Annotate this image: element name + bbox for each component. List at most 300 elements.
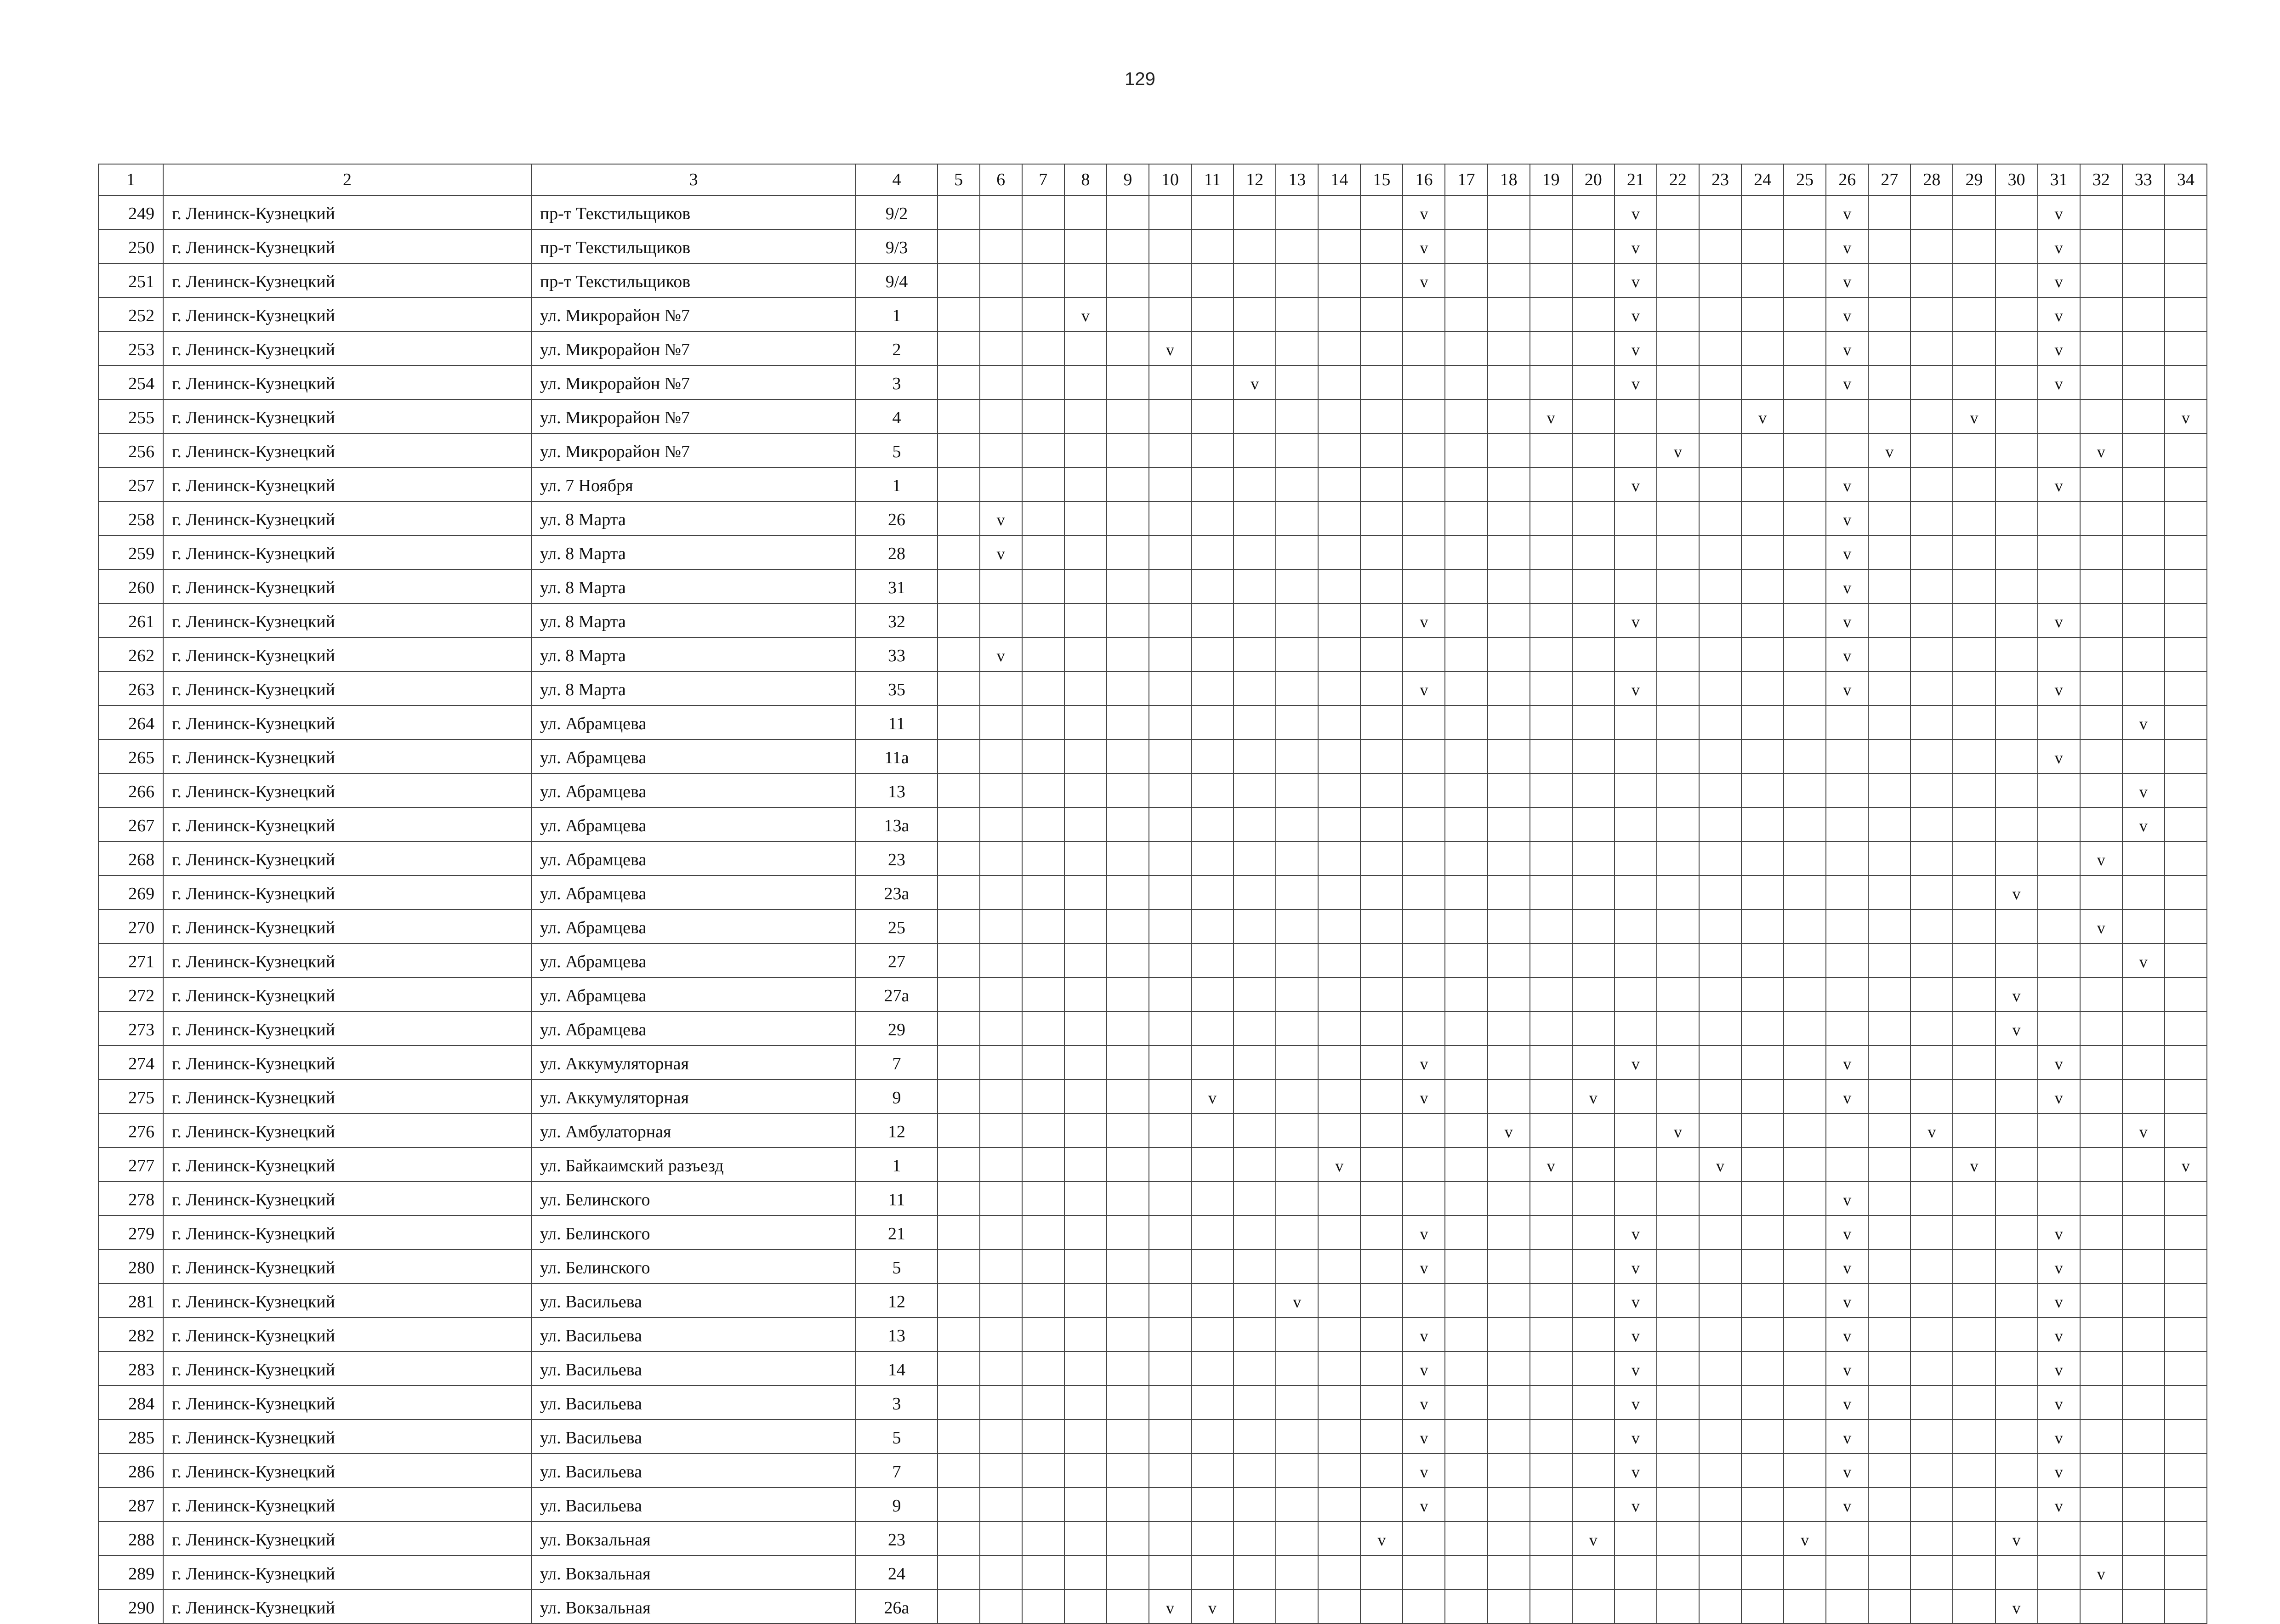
- check-mark: v: [2038, 739, 2080, 773]
- empty-cell: [1530, 1522, 1572, 1556]
- empty-cell: [980, 1522, 1022, 1556]
- empty-cell: [1488, 1590, 1530, 1624]
- empty-cell: [1149, 1283, 1191, 1317]
- empty-cell: [2122, 875, 2165, 909]
- table-row: [98, 535, 2207, 569]
- empty-cell: [1403, 1522, 1445, 1556]
- empty-cell: [1615, 399, 1657, 433]
- empty-cell: [1572, 229, 1615, 263]
- check-mark: v: [2165, 399, 2207, 433]
- empty-cell: [1996, 637, 2038, 671]
- empty-cell: [1530, 195, 1572, 229]
- empty-cell: [1741, 909, 1784, 943]
- empty-cell: [1403, 1113, 1445, 1147]
- table-row: [98, 1113, 2207, 1147]
- empty-cell: [1826, 977, 1868, 1011]
- house-number-cell: 25: [856, 909, 937, 943]
- empty-cell: [1276, 297, 1318, 331]
- check-mark: v: [1488, 1113, 1530, 1147]
- empty-cell: [1107, 1351, 1149, 1386]
- street-cell: ул. 8 Марта: [531, 569, 856, 603]
- column-header: 29: [1953, 164, 1995, 195]
- empty-cell: [1784, 331, 1826, 365]
- street-cell: ул. Абрамцева: [531, 705, 856, 739]
- empty-cell: [1699, 399, 1741, 433]
- empty-cell: [1149, 1522, 1191, 1556]
- empty-cell: [1572, 739, 1615, 773]
- empty-cell: [1868, 1351, 1910, 1386]
- empty-cell: [1741, 637, 1784, 671]
- empty-cell: [1064, 1386, 1107, 1420]
- empty-cell: [980, 1147, 1022, 1181]
- city-cell: г. Ленинск-Кузнецкий: [163, 1488, 531, 1522]
- empty-cell: [938, 1522, 980, 1556]
- table-row: [98, 1488, 2207, 1522]
- empty-cell: [938, 739, 980, 773]
- empty-cell: [1699, 365, 1741, 399]
- row-number: 260: [98, 569, 163, 603]
- empty-cell: [1657, 297, 1699, 331]
- empty-cell: [1191, 433, 1234, 467]
- empty-cell: [2122, 909, 2165, 943]
- empty-cell: [1360, 705, 1403, 739]
- empty-cell: [1953, 229, 1995, 263]
- column-header: 19: [1530, 164, 1572, 195]
- empty-cell: [1868, 1249, 1910, 1283]
- empty-cell: [2122, 739, 2165, 773]
- empty-cell: [1107, 1488, 1149, 1522]
- empty-cell: [1107, 773, 1149, 807]
- column-header: 14: [1318, 164, 1360, 195]
- street-cell: ул. Васильева: [531, 1317, 856, 1351]
- city-cell: г. Ленинск-Кузнецкий: [163, 739, 531, 773]
- empty-cell: [1488, 399, 1530, 433]
- empty-cell: [1276, 1011, 1318, 1045]
- empty-cell: [1530, 909, 1572, 943]
- empty-cell: [938, 943, 980, 977]
- empty-cell: [1488, 841, 1530, 875]
- empty-cell: [980, 433, 1022, 467]
- empty-cell: [1953, 603, 1995, 637]
- empty-cell: [2080, 1420, 2122, 1454]
- empty-cell: [1022, 331, 1064, 365]
- empty-cell: [1699, 1181, 1741, 1215]
- check-mark: v: [2122, 705, 2165, 739]
- empty-cell: [938, 399, 980, 433]
- empty-cell: [2080, 1079, 2122, 1113]
- row-number: 251: [98, 263, 163, 297]
- empty-cell: [1953, 875, 1995, 909]
- empty-cell: [1572, 1488, 1615, 1522]
- empty-cell: [1826, 807, 1868, 841]
- empty-cell: [1107, 841, 1149, 875]
- empty-cell: [1572, 1147, 1615, 1181]
- empty-cell: [1868, 399, 1910, 433]
- empty-cell: [938, 773, 980, 807]
- empty-cell: [1910, 1420, 1953, 1454]
- empty-cell: [1107, 399, 1149, 433]
- street-cell: ул. Абрамцева: [531, 909, 856, 943]
- empty-cell: [1191, 263, 1234, 297]
- street-cell: ул. Белинского: [531, 1181, 856, 1215]
- empty-cell: [2122, 637, 2165, 671]
- empty-cell: [1741, 467, 1784, 501]
- empty-cell: [2080, 331, 2122, 365]
- empty-cell: [1022, 1113, 1064, 1147]
- empty-cell: [1445, 297, 1487, 331]
- empty-cell: [2165, 331, 2207, 365]
- empty-cell: [1530, 569, 1572, 603]
- empty-cell: [1064, 705, 1107, 739]
- check-mark: v: [1826, 1420, 1868, 1454]
- empty-cell: [2080, 1454, 2122, 1488]
- empty-cell: [1657, 977, 1699, 1011]
- empty-cell: [980, 399, 1022, 433]
- empty-cell: [1318, 1386, 1360, 1420]
- empty-cell: [1741, 705, 1784, 739]
- street-cell: ул. Абрамцева: [531, 807, 856, 841]
- empty-cell: [1064, 1522, 1107, 1556]
- empty-cell: [1868, 1011, 1910, 1045]
- empty-cell: [1530, 1454, 1572, 1488]
- empty-cell: [1572, 705, 1615, 739]
- house-number-cell: 11: [856, 1181, 937, 1215]
- row-number: 263: [98, 671, 163, 705]
- row-number: 281: [98, 1283, 163, 1317]
- empty-cell: [2165, 501, 2207, 535]
- empty-cell: [1530, 773, 1572, 807]
- row-number: 250: [98, 229, 163, 263]
- empty-cell: [1360, 399, 1403, 433]
- table-row: [98, 807, 2207, 841]
- empty-cell: [1741, 807, 1784, 841]
- empty-cell: [1996, 1386, 2038, 1420]
- empty-cell: [1488, 1079, 1530, 1113]
- empty-cell: [2080, 297, 2122, 331]
- empty-cell: [1826, 909, 1868, 943]
- empty-cell: [1910, 1181, 1953, 1215]
- empty-cell: [1360, 1181, 1403, 1215]
- empty-cell: [1360, 773, 1403, 807]
- check-mark: v: [1826, 1181, 1868, 1215]
- empty-cell: [1572, 841, 1615, 875]
- empty-cell: [1996, 603, 2038, 637]
- empty-cell: [1741, 603, 1784, 637]
- empty-cell: [1445, 1386, 1487, 1420]
- empty-cell: [2080, 1351, 2122, 1386]
- check-mark: v: [1318, 1147, 1360, 1181]
- empty-cell: [1699, 909, 1741, 943]
- empty-cell: [1022, 1045, 1064, 1079]
- empty-cell: [1784, 399, 1826, 433]
- column-header: 9: [1107, 164, 1149, 195]
- empty-cell: [1234, 943, 1276, 977]
- empty-cell: [1234, 1317, 1276, 1351]
- empty-cell: [1107, 1045, 1149, 1079]
- empty-cell: [1403, 399, 1445, 433]
- empty-cell: [1910, 433, 1953, 467]
- empty-cell: [1699, 433, 1741, 467]
- empty-cell: [2080, 229, 2122, 263]
- empty-cell: [1360, 569, 1403, 603]
- table-row: [98, 739, 2207, 773]
- empty-cell: [1107, 1386, 1149, 1420]
- empty-cell: [1149, 637, 1191, 671]
- city-cell: г. Ленинск-Кузнецкий: [163, 1351, 531, 1386]
- empty-cell: [1318, 535, 1360, 569]
- empty-cell: [1784, 807, 1826, 841]
- empty-cell: [1572, 569, 1615, 603]
- empty-cell: [1064, 807, 1107, 841]
- empty-cell: [2165, 705, 2207, 739]
- empty-cell: [2165, 297, 2207, 331]
- table-row: [98, 467, 2207, 501]
- empty-cell: [1953, 1522, 1995, 1556]
- empty-cell: [1530, 263, 1572, 297]
- check-mark: v: [1064, 297, 1107, 331]
- empty-cell: [1530, 841, 1572, 875]
- empty-cell: [980, 773, 1022, 807]
- empty-cell: [1149, 263, 1191, 297]
- empty-cell: [1445, 637, 1487, 671]
- check-mark: v: [1826, 569, 1868, 603]
- empty-cell: [2122, 1147, 2165, 1181]
- city-cell: г. Ленинск-Кузнецкий: [163, 1420, 531, 1454]
- check-mark: v: [1234, 365, 1276, 399]
- empty-cell: [1191, 467, 1234, 501]
- street-cell: ул. Амбулаторная: [531, 1113, 856, 1147]
- street-cell: ул. Вокзальная: [531, 1522, 856, 1556]
- empty-cell: [1741, 875, 1784, 909]
- column-header: 31: [2038, 164, 2080, 195]
- empty-cell: [2080, 977, 2122, 1011]
- empty-cell: [1868, 637, 1910, 671]
- empty-cell: [1826, 841, 1868, 875]
- empty-cell: [2038, 433, 2080, 467]
- empty-cell: [1403, 1556, 1445, 1590]
- check-mark: v: [2038, 603, 2080, 637]
- check-mark: v: [1953, 399, 1995, 433]
- empty-cell: [1318, 603, 1360, 637]
- empty-cell: [1064, 1249, 1107, 1283]
- empty-cell: [1953, 297, 1995, 331]
- table-row: [98, 943, 2207, 977]
- empty-cell: [1064, 909, 1107, 943]
- empty-cell: [1234, 433, 1276, 467]
- empty-cell: [1022, 1147, 1064, 1181]
- check-mark: v: [1615, 1386, 1657, 1420]
- empty-cell: [1657, 807, 1699, 841]
- street-cell: ул. Абрамцева: [531, 875, 856, 909]
- column-header: 20: [1572, 164, 1615, 195]
- empty-cell: [1234, 841, 1276, 875]
- empty-cell: [1318, 195, 1360, 229]
- empty-cell: [1910, 603, 1953, 637]
- empty-cell: [1910, 977, 1953, 1011]
- empty-cell: [938, 501, 980, 535]
- empty-cell: [1191, 739, 1234, 773]
- city-cell: г. Ленинск-Кузнецкий: [163, 1249, 531, 1283]
- empty-cell: [1953, 1454, 1995, 1488]
- empty-cell: [1107, 297, 1149, 331]
- empty-cell: [1953, 195, 1995, 229]
- empty-cell: [1445, 1351, 1487, 1386]
- empty-cell: [1996, 229, 2038, 263]
- empty-cell: [2122, 1522, 2165, 1556]
- empty-cell: [1107, 603, 1149, 637]
- empty-cell: [1022, 1283, 1064, 1317]
- empty-cell: [1064, 1488, 1107, 1522]
- row-number: 252: [98, 297, 163, 331]
- empty-cell: [1445, 1522, 1487, 1556]
- empty-cell: [1276, 1045, 1318, 1079]
- empty-cell: [1657, 1386, 1699, 1420]
- empty-cell: [1445, 1249, 1487, 1283]
- city-cell: г. Ленинск-Кузнецкий: [163, 535, 531, 569]
- empty-cell: [1191, 603, 1234, 637]
- empty-cell: [2038, 773, 2080, 807]
- empty-cell: [1234, 399, 1276, 433]
- empty-cell: [938, 637, 980, 671]
- empty-cell: [1191, 1488, 1234, 1522]
- empty-cell: [1234, 1454, 1276, 1488]
- empty-cell: [1699, 875, 1741, 909]
- row-number: 287: [98, 1488, 163, 1522]
- empty-cell: [1784, 1249, 1826, 1283]
- empty-cell: [1022, 365, 1064, 399]
- row-number: 266: [98, 773, 163, 807]
- empty-cell: [2165, 433, 2207, 467]
- empty-cell: [1826, 1011, 1868, 1045]
- empty-cell: [1022, 195, 1064, 229]
- empty-cell: [2122, 1556, 2165, 1590]
- street-cell: ул. Белинского: [531, 1215, 856, 1249]
- empty-cell: [1064, 1454, 1107, 1488]
- empty-cell: [1488, 671, 1530, 705]
- street-cell: ул. 8 Марта: [531, 671, 856, 705]
- empty-cell: [1403, 705, 1445, 739]
- empty-cell: [1868, 705, 1910, 739]
- empty-cell: [1445, 1420, 1487, 1454]
- empty-cell: [1741, 1283, 1784, 1317]
- empty-cell: [1445, 841, 1487, 875]
- table-row: [98, 399, 2207, 433]
- empty-cell: [1022, 1181, 1064, 1215]
- empty-cell: [2165, 1420, 2207, 1454]
- table-row: [98, 229, 2207, 263]
- empty-cell: [1615, 637, 1657, 671]
- empty-cell: [1784, 1386, 1826, 1420]
- empty-cell: [1191, 807, 1234, 841]
- empty-cell: [1234, 1215, 1276, 1249]
- empty-cell: [1910, 263, 1953, 297]
- empty-cell: [1996, 1079, 2038, 1113]
- empty-cell: [938, 1386, 980, 1420]
- empty-cell: [1488, 1181, 1530, 1215]
- empty-cell: [980, 977, 1022, 1011]
- empty-cell: [1910, 875, 1953, 909]
- empty-cell: [1868, 297, 1910, 331]
- house-number-cell: 11: [856, 705, 937, 739]
- check-mark: v: [1615, 263, 1657, 297]
- empty-cell: [1657, 603, 1699, 637]
- empty-cell: [1699, 943, 1741, 977]
- empty-cell: [1868, 569, 1910, 603]
- empty-cell: [1318, 1079, 1360, 1113]
- table-header-row: [98, 164, 2207, 195]
- empty-cell: [2038, 1113, 2080, 1147]
- empty-cell: [1996, 1488, 2038, 1522]
- empty-cell: [938, 1079, 980, 1113]
- empty-cell: [1699, 535, 1741, 569]
- empty-cell: [1868, 739, 1910, 773]
- empty-cell: [2038, 1556, 2080, 1590]
- empty-cell: [1107, 1249, 1149, 1283]
- empty-cell: [1699, 705, 1741, 739]
- empty-cell: [1445, 1011, 1487, 1045]
- check-mark: v: [1826, 467, 1868, 501]
- empty-cell: [1360, 807, 1403, 841]
- empty-cell: [1953, 637, 1995, 671]
- empty-cell: [1741, 297, 1784, 331]
- empty-cell: [1784, 1011, 1826, 1045]
- empty-cell: [1615, 1181, 1657, 1215]
- row-number: 286: [98, 1454, 163, 1488]
- city-cell: г. Ленинск-Кузнецкий: [163, 1181, 531, 1215]
- empty-cell: [1445, 569, 1487, 603]
- empty-cell: [1953, 1045, 1995, 1079]
- empty-cell: [2165, 943, 2207, 977]
- table-row: [98, 1351, 2207, 1386]
- empty-cell: [1234, 467, 1276, 501]
- empty-cell: [1445, 433, 1487, 467]
- empty-cell: [938, 229, 980, 263]
- empty-cell: [1868, 1079, 1910, 1113]
- street-cell: пр-т Текстильщиков: [531, 263, 856, 297]
- street-cell: ул. Васильева: [531, 1283, 856, 1317]
- empty-cell: [1022, 1522, 1064, 1556]
- empty-cell: [1403, 365, 1445, 399]
- empty-cell: [1107, 1147, 1149, 1181]
- city-cell: г. Ленинск-Кузнецкий: [163, 637, 531, 671]
- empty-cell: [1868, 1181, 1910, 1215]
- check-mark: v: [1191, 1079, 1234, 1113]
- empty-cell: [1488, 773, 1530, 807]
- empty-cell: [2122, 467, 2165, 501]
- empty-cell: [1191, 841, 1234, 875]
- empty-cell: [1699, 1011, 1741, 1045]
- table-row: [98, 1147, 2207, 1181]
- check-mark: v: [2122, 773, 2165, 807]
- empty-cell: [1064, 773, 1107, 807]
- table-row: [98, 297, 2207, 331]
- empty-cell: [938, 909, 980, 943]
- check-mark: v: [1826, 1386, 1868, 1420]
- empty-cell: [1784, 297, 1826, 331]
- empty-cell: [1318, 365, 1360, 399]
- empty-cell: [1234, 909, 1276, 943]
- empty-cell: [1784, 1590, 1826, 1624]
- empty-cell: [1868, 1045, 1910, 1079]
- empty-cell: [1530, 535, 1572, 569]
- empty-cell: [1530, 365, 1572, 399]
- check-mark: v: [1826, 1215, 1868, 1249]
- check-mark: v: [2122, 807, 2165, 841]
- empty-cell: [2122, 433, 2165, 467]
- empty-cell: [1445, 501, 1487, 535]
- empty-cell: [1996, 1283, 2038, 1317]
- empty-cell: [1403, 875, 1445, 909]
